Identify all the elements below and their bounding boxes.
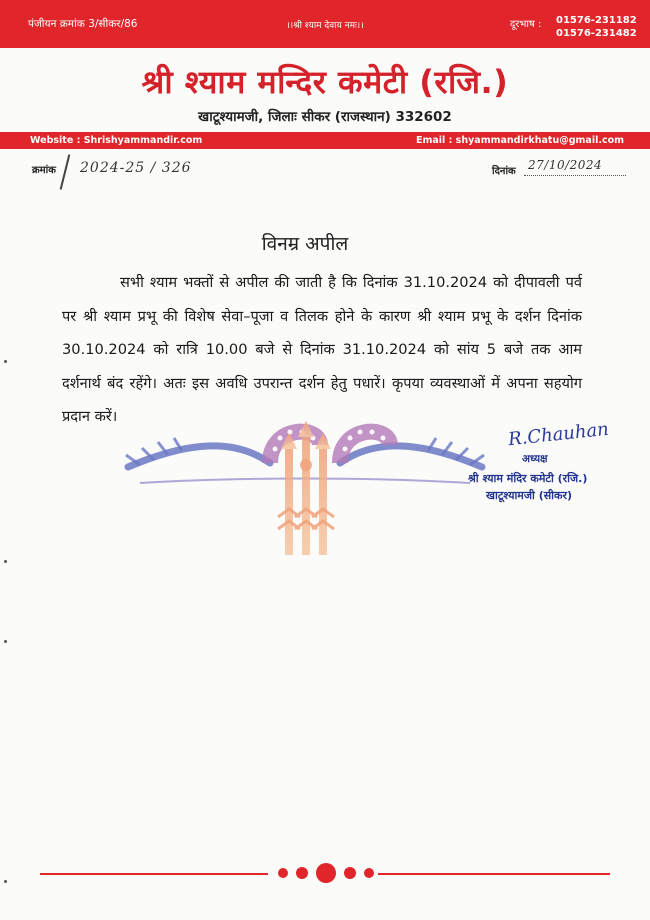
signatory-place: खाटूश्यामजी (सीकर) bbox=[486, 489, 572, 502]
website-text: Website : Shrishyammandir.com bbox=[30, 135, 203, 146]
organization-name: श्री श्याम मन्दिर कमेटी (रजि.) bbox=[141, 63, 509, 101]
appeal-body: सभी श्याम भक्तों से अपील की जाती है कि दिनांक 31.10.2024 को दीपावली पर्व पर श्री श्याम प्रभू की विशेष सेवा–पूजा व तिलक होने के कारण श्री श्याम प्रभू के दर्शन दिनांक 30.10.2024 को रात्रि 10.00 बजे से दिनांक 31.10.2024 को सांय 5 बजे तक आम दर्शनार्थ बंद रहेंगे। अतः इस अवधि उपरान्त दर्शन हेतु पधारें। कृपया व्यवस्थाओं में अपना सहयोग प्रदान करें। bbox=[62, 274, 582, 425]
registration-number: पंजीयन क्रमांक 3/सीकर/86 bbox=[28, 18, 138, 30]
phone-label: दूरभाष : bbox=[510, 19, 542, 30]
footer-rule-left bbox=[40, 873, 268, 875]
phone-number-2: 01576-231482 bbox=[556, 28, 637, 39]
appeal-title: विनम्र अपील bbox=[261, 233, 349, 255]
footer-dot-icon bbox=[296, 867, 308, 879]
organization-address: खाटूश्यामजी, जिलाः सीकर (राजस्थान) 332602 bbox=[198, 109, 452, 125]
margin-dot bbox=[4, 560, 7, 563]
footer-dot-icon bbox=[316, 863, 336, 883]
phone-number-1: 01576-231182 bbox=[556, 15, 637, 26]
contact-bar bbox=[0, 132, 650, 149]
margin-dot bbox=[4, 880, 7, 883]
letter-date: 27/10/2024 bbox=[528, 158, 603, 172]
margin-dot bbox=[4, 360, 7, 363]
footer-dot-icon bbox=[344, 867, 356, 879]
signature: R.Chauhan bbox=[507, 418, 610, 451]
date-label: दिनांक bbox=[492, 166, 516, 177]
phone-numbers bbox=[556, 14, 637, 40]
reference-label: क्रमांक bbox=[32, 165, 56, 176]
date-underline bbox=[524, 175, 626, 176]
footer-dot-icon bbox=[278, 868, 288, 878]
margin-dot bbox=[4, 640, 7, 643]
footer-rule-right bbox=[378, 873, 610, 875]
letterhead-top-bar bbox=[0, 0, 650, 48]
footer-dot-icon bbox=[364, 868, 374, 878]
invocation-text: ।।श्री श्याम देवाय नमः।। bbox=[286, 21, 364, 31]
signatory-title: अध्यक्ष bbox=[522, 453, 548, 465]
reference-number: 2024-25 / 326 bbox=[80, 160, 192, 176]
email-text: Email : shyammandirkhatu@gmail.com bbox=[415, 135, 624, 146]
reference-slash bbox=[60, 154, 71, 189]
signatory-organization: श्री श्याम मंदिर कमेटी (रजि.) bbox=[468, 472, 588, 485]
